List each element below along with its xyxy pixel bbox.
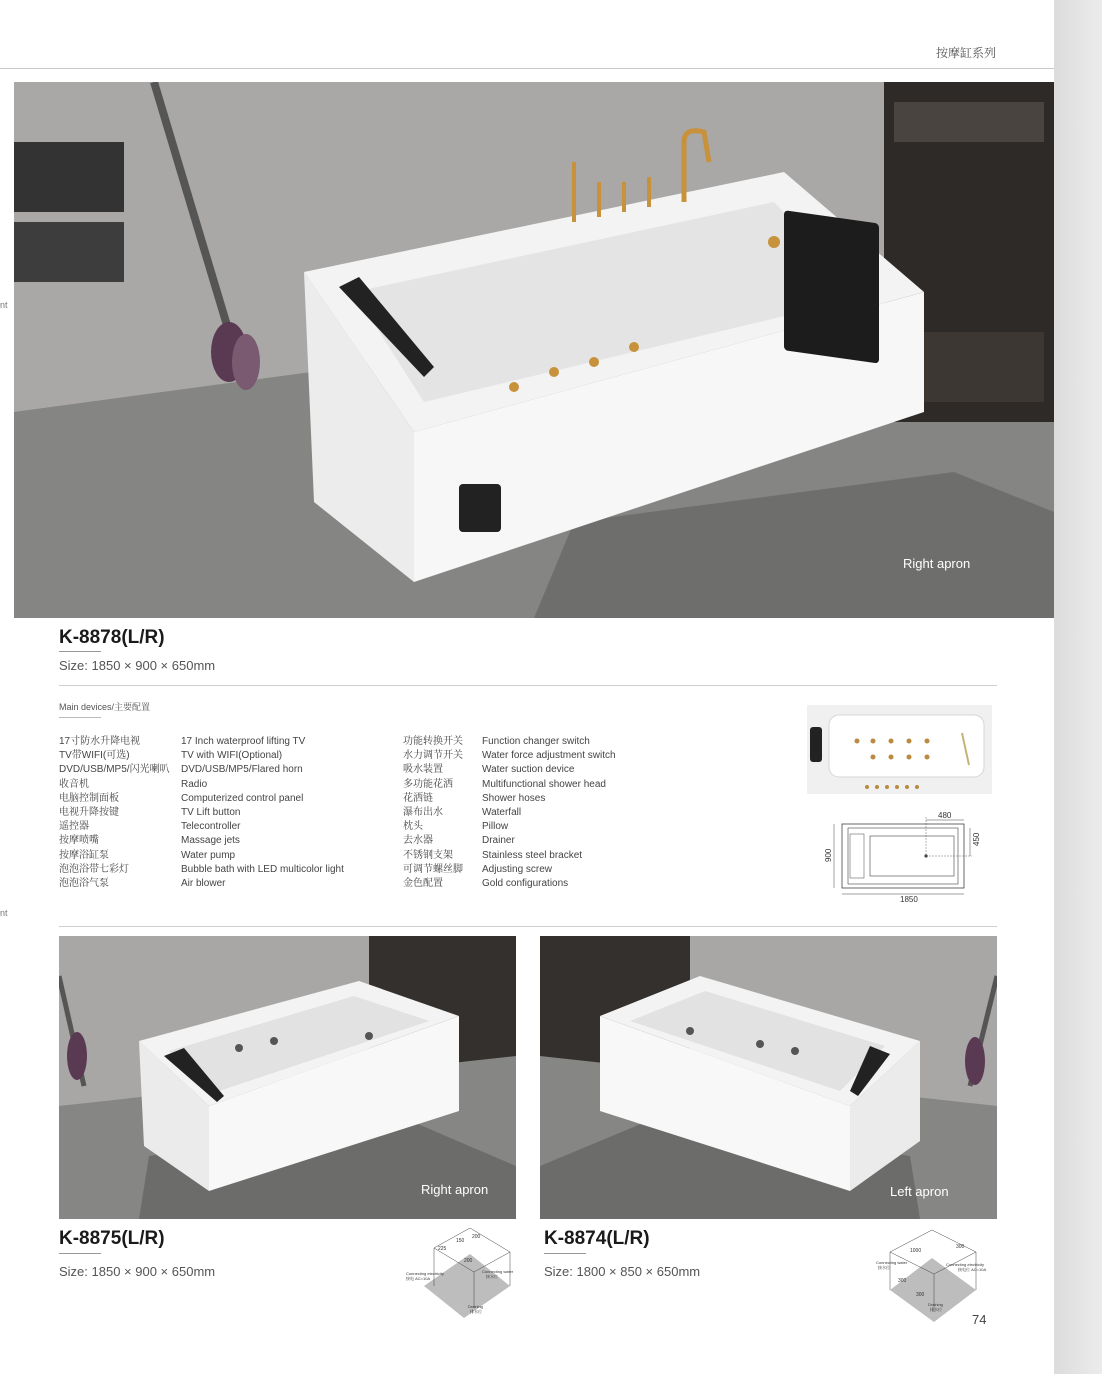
device-cn: 金色配置: [403, 878, 443, 890]
install-dim: 150: [456, 1238, 465, 1244]
device-en: Drainer: [482, 835, 515, 847]
model-underline: [59, 1253, 101, 1254]
device-cn: 可调节螺丝脚: [403, 863, 463, 875]
device-en: Waterfall: [482, 807, 522, 819]
device-cn: 吸水装置: [403, 764, 443, 776]
install-dim: 300: [956, 1244, 965, 1250]
device-en: Gold configurations: [482, 878, 569, 890]
devices-heading-underline: [59, 717, 101, 718]
device-cn: 泡泡浴带七彩灯: [59, 863, 129, 875]
device-cn: 瀑布出水: [403, 807, 443, 819]
device-cn: 枕头: [403, 821, 423, 833]
device-en: DVD/USB/MP5/Flared horn: [181, 764, 303, 776]
product-size: Size: 1800 × 850 × 650mm: [544, 1264, 701, 1279]
hero-model-name: K-8878(L/R): [59, 627, 165, 648]
install-label: 排水位: [930, 1307, 942, 1312]
install-label: 接水位: [486, 1274, 498, 1279]
install-label: 接水位: [878, 1265, 890, 1270]
device-en: Water force adjustment switch: [482, 750, 616, 762]
install-dim: 200: [472, 1234, 481, 1240]
device-cn: 不锈钢支架: [403, 849, 453, 861]
install-dim: 300: [916, 1292, 925, 1298]
edge-text-fragment: nt: [0, 908, 8, 918]
devices-en-left-list: [181, 735, 344, 891]
device-en: 17 Inch waterproof lifting TV: [181, 736, 306, 747]
device-cn: 去水器: [403, 835, 433, 847]
install-label: Connecting electricity: [946, 1262, 985, 1267]
install-dim: 225: [438, 1246, 447, 1252]
device-cn: 功能转换开关: [403, 736, 463, 747]
install-dim: 200: [464, 1258, 473, 1264]
device-cn: DVD/USB/MP5/闪光喇叭: [59, 764, 170, 776]
device-cn: 电脑控制面板: [59, 792, 119, 804]
device-cn: TV带WIFI(可选): [59, 750, 130, 762]
install-dim: 1000: [910, 1248, 922, 1254]
device-en: Massage jets: [181, 835, 240, 847]
device-en: Radio: [181, 778, 208, 790]
device-en: Stainless steel bracket: [482, 849, 583, 861]
model-underline: [59, 651, 101, 652]
device-en: Computerized control panel: [181, 792, 304, 804]
header-rule: [0, 68, 1054, 69]
device-en: Multifunctional shower head: [482, 778, 606, 790]
edge-text-fragment: nt: [0, 300, 8, 310]
device-en: Pillow: [482, 821, 509, 833]
hero-size: Size: 1850 × 900 × 650mm: [59, 658, 216, 673]
product-model-name: K-8874(L/R): [544, 1228, 650, 1249]
page-number: 74: [972, 1312, 987, 1327]
device-en: Function changer switch: [482, 736, 590, 747]
device-cn: 电视升降按键: [59, 807, 119, 819]
plan-dimension-drawing: [822, 808, 984, 906]
device-en: Adjusting screw: [482, 863, 553, 875]
page-gutter: [1054, 0, 1102, 1374]
devices-en-right-list: [482, 735, 616, 891]
hero-product-photo: [14, 82, 1054, 618]
device-cn: 多功能花洒: [403, 778, 453, 790]
device-cn: 花洒链: [403, 792, 433, 804]
install-label: Draining: [468, 1304, 483, 1309]
product-apron-caption: Left apron: [890, 1184, 949, 1199]
install-label: 接电 AC=10A: [406, 1276, 431, 1281]
device-en: Air blower: [181, 878, 226, 890]
tub-top-view-photo: [807, 705, 992, 794]
install-label: Connecting water: [482, 1269, 514, 1274]
product-model-name: K-8875(L/R): [59, 1228, 165, 1249]
section-divider: [59, 685, 997, 686]
device-cn: 17寸防水升降电视: [59, 736, 141, 747]
section-divider: [59, 926, 997, 927]
device-cn: 遥控器: [59, 821, 89, 833]
plan-dim-bottom: 1850: [900, 895, 918, 904]
device-en: Telecontroller: [181, 821, 241, 833]
product-size: Size: 1850 × 900 × 650mm: [59, 1264, 216, 1279]
device-en: TV with WIFI(Optional): [181, 750, 283, 762]
device-cn: 泡泡浴气泵: [59, 878, 109, 890]
model-underline: [544, 1253, 586, 1254]
device-en: TV Lift button: [181, 807, 241, 819]
device-cn: 按摩喷嘴: [59, 835, 99, 847]
install-diagram-k8874: [876, 1228, 1000, 1324]
install-label: Connecting electricity: [406, 1271, 445, 1276]
hero-apron-caption: Right apron: [903, 556, 971, 571]
install-label: Draining: [928, 1302, 943, 1307]
device-cn: 收音机: [59, 778, 89, 790]
devices-heading: Main devices/主要配置: [59, 702, 151, 712]
product-photo-k8875: [59, 936, 516, 1219]
device-en: Water pump: [181, 849, 236, 861]
install-label: 接电位 AC=10A: [958, 1267, 987, 1272]
install-label: 排水位: [470, 1309, 482, 1314]
install-diagram-k8875: [404, 1228, 516, 1320]
series-title: 按摩缸系列: [935, 46, 996, 60]
device-cn: 按摩浴缸泵: [59, 849, 109, 861]
install-dim: 300: [898, 1278, 907, 1284]
install-label: Connecting water: [876, 1260, 908, 1265]
device-en: Bubble bath with LED multicolor light: [181, 863, 344, 875]
plan-dim-left: 900: [824, 848, 833, 862]
product-photo-k8874: [540, 936, 997, 1219]
devices-cn-right-list: [403, 735, 463, 891]
product-apron-caption: Right apron: [421, 1182, 489, 1197]
plan-dim-top: 480: [938, 811, 952, 820]
device-en: Shower hoses: [482, 792, 546, 804]
device-cn: 水力调节开关: [403, 750, 463, 762]
device-en: Water suction device: [482, 764, 575, 776]
devices-cn-left-list: [59, 735, 170, 891]
plan-dim-right: 450: [972, 832, 981, 846]
